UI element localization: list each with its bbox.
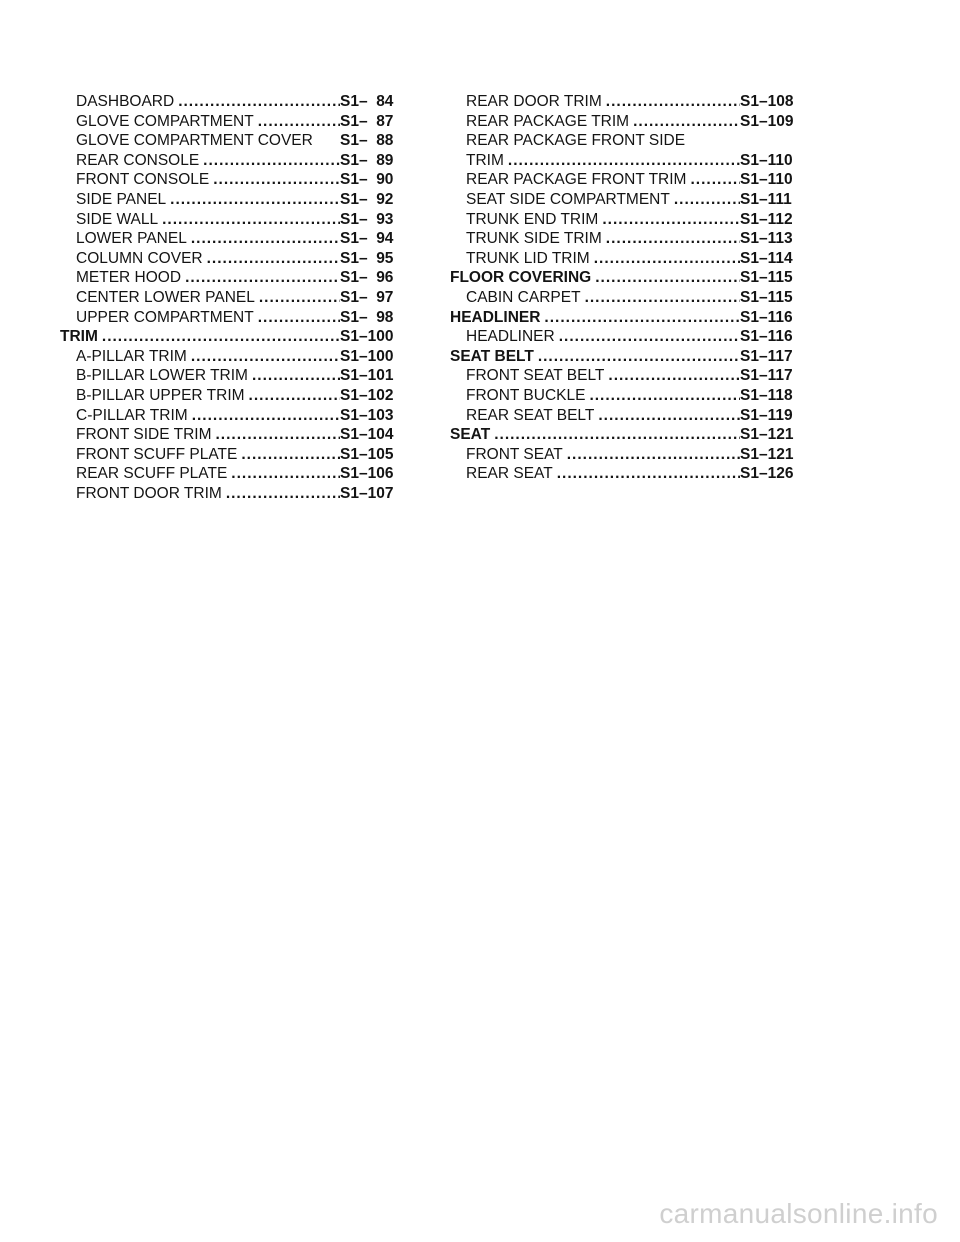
dot-leader [590,249,740,269]
toc-entry-page: S1–116 [740,308,793,326]
toc-entry-page: S1–108 [740,93,794,110]
dot-leader [602,229,740,249]
toc-entry [60,268,400,288]
dot-leader [199,151,340,171]
toc-entry-title: DASHBOARD [76,93,175,110]
toc-entry-page: S1– 89 [340,151,394,169]
toc-entry [450,445,800,465]
toc-entry [450,327,800,347]
toc-entry [450,112,800,132]
toc-entry-title: FRONT SCUFF PLATE [76,445,238,463]
toc-entry-page: S1–110 [740,171,793,189]
toc-entry [60,288,400,308]
toc-entry-title: FLOOR COVERING [450,269,592,287]
toc-entry-title: REAR SCUFF PLATE [76,465,228,483]
toc-entry [450,190,800,210]
toc-entry-page: S1–114 [740,249,793,267]
dot-leader [203,249,340,269]
toc-entry-title: GLOVE COMPARTMENT COVER [76,132,313,150]
toc-entry-title: FRONT BUCKLE [466,386,586,404]
toc-entry-title: SEAT [450,426,491,444]
dot-leader [504,151,740,171]
toc-entry [450,406,800,426]
toc-entry [60,464,400,484]
toc-entry [60,347,400,367]
toc-entry [60,445,400,465]
toc-entry-page: S1–119 [740,406,793,424]
toc-entry-page: S1–102 [340,386,394,404]
toc-entry-title: LOWER PANEL [76,230,187,248]
toc-entry-page: S1– 84 [340,93,394,110]
toc-entry-page: S1–111 [740,190,792,208]
toc-left-column [60,92,400,503]
toc-entry [60,190,400,210]
dot-leader [585,386,740,406]
dot-leader [254,308,340,328]
toc-entry [60,112,400,132]
toc-entry-title: HEADLINER [450,308,541,326]
dot-leader [490,425,740,445]
toc-entry [60,308,400,328]
toc-entry [450,464,800,484]
toc-entry [60,151,400,171]
dot-leader [629,112,740,132]
toc-entry-page: S1–126 [740,465,794,483]
toc-entry-page: S1–116 [740,328,793,346]
toc-entry-page: S1– 93 [340,210,394,228]
dot-leader [540,308,740,328]
dot-leader [174,92,340,112]
toc-entry-title: CENTER LOWER PANEL [76,288,255,306]
toc-entry-page: S1–100 [340,328,394,346]
dot-leader [248,366,340,386]
toc-section-heading [450,347,800,367]
toc-entry-title: TRUNK LID TRIM [466,249,590,267]
toc-entry-page: S1– 88 [340,132,394,150]
dot-leader [602,92,740,112]
dot-leader [563,445,740,465]
dot-leader [187,229,340,249]
toc-entry [60,386,400,406]
dot-leader [255,288,340,308]
toc-entry-title: A-PILLAR TRIM [76,347,187,365]
toc-entry-title: COLUMN COVER [76,249,203,267]
toc-entry [60,406,400,426]
toc-entry-page: S1–117 [740,347,793,365]
toc-entry-title: B-PILLAR UPPER TRIM [76,386,245,404]
toc-entry-title: C-PILLAR TRIM [76,406,188,424]
toc-entry-page: S1–113 [740,230,793,248]
toc-entry [60,170,400,190]
toc-entry-title: REAR CONSOLE [76,151,200,169]
toc-entry-page: S1– 96 [340,269,394,287]
toc-entry [450,366,800,386]
toc-entry-page: S1–107 [340,484,394,502]
toc-entry [60,210,400,230]
toc-entry-page: S1–115 [740,269,793,287]
toc-entry-page: S1–115 [740,288,793,306]
toc-entry-page: S1–101 [340,367,394,385]
dot-leader [254,112,340,132]
toc-entry-title: REAR SEAT [466,465,553,483]
toc-entry [450,151,800,171]
toc-entry-page: S1– 90 [340,171,394,189]
dot-leader [212,425,341,445]
toc-entry [450,170,800,190]
toc-entry-title: REAR PACKAGE FRONT SIDE [466,132,686,150]
dot-leader [98,327,340,347]
toc-entry-title: REAR PACKAGE FRONT TRIM [466,171,687,189]
toc-entry-title: FRONT SIDE TRIM [76,426,212,444]
toc-entry-title: REAR DOOR TRIM [466,93,602,110]
toc-entry-page: S1– 97 [340,288,394,306]
toc-entry-title: SEAT SIDE COMPARTMENT [466,190,670,208]
toc-section-heading [450,425,800,445]
dot-leader [188,406,340,426]
toc-entry-page: S1–109 [740,112,794,130]
toc-entry [450,229,800,249]
dot-leader [158,210,340,230]
toc-entry-title: FRONT SEAT BELT [466,367,605,385]
dot-leader [227,464,340,484]
toc-entry-page: S1–104 [340,426,394,444]
toc-right-column [450,92,800,484]
toc-entry-title: FRONT SEAT [466,445,563,463]
toc-entry-title: FRONT CONSOLE [76,171,210,189]
dot-leader [237,445,340,465]
toc-entry-page: S1–103 [340,406,394,424]
toc-entry-page: S1–100 [340,347,394,365]
toc-entry [450,249,800,269]
toc-entry-page: S1–121 [740,445,794,463]
dot-leader [594,406,740,426]
toc-entry-title: TRIM [466,151,504,169]
watermark: carmanualsonline.info [659,1198,938,1229]
toc-entry-title: B-PILLAR LOWER TRIM [76,367,248,385]
toc-entry-page: S1–118 [740,386,793,404]
toc-entry-page: S1– 92 [340,190,394,208]
toc-entry [60,484,400,504]
dot-leader [245,386,340,406]
dot-leader [553,464,740,484]
toc-entry-page: S1–121 [740,426,794,444]
dot-leader [581,288,740,308]
toc-entry [60,229,400,249]
dot-leader [222,484,340,504]
toc-entry-title: TRUNK END TRIM [466,210,599,228]
dot-leader [181,268,340,288]
toc-entry [60,92,400,112]
toc-entry-title: REAR PACKAGE TRIM [466,112,630,130]
toc-entry [60,366,400,386]
toc-entry-page: S1–106 [340,465,394,483]
dot-leader [209,170,340,190]
toc-entry [60,249,400,269]
toc-entry-title: HEADLINER [466,328,555,346]
toc-entry [450,386,800,406]
toc-section-heading [60,327,400,347]
toc-entry-title: GLOVE COMPARTMENT [76,112,254,130]
toc-entry [450,288,800,308]
dot-leader [670,190,740,210]
toc-entry-title: TRUNK SIDE TRIM [466,230,602,248]
toc-entry-title: SIDE PANEL [76,190,167,208]
toc-entry [450,92,800,112]
toc-entry-title: METER HOOD [76,269,182,287]
toc-section-heading [450,308,800,328]
toc-entry-title: TRIM [60,328,98,346]
toc-entry-page: S1– 87 [340,112,394,130]
toc-entry-title: SEAT BELT [450,347,534,365]
toc-entry-page: S1–105 [340,445,394,463]
toc-entry-page: S1– 98 [340,308,394,326]
dot-leader [187,347,340,367]
dot-leader [591,268,740,288]
toc-entry-page: S1–112 [740,210,793,228]
toc-entry-page: S1– 94 [340,230,394,248]
toc-entry-title: UPPER COMPARTMENT [76,308,254,326]
dot-leader [604,366,740,386]
toc-entry-page: S1– 95 [340,249,394,267]
toc-entry [60,131,400,151]
toc-entry-page: S1–110 [740,151,793,169]
dot-leader [555,327,740,347]
dot-leader [686,170,740,190]
toc-entry [450,210,800,230]
toc-entry-title: CABIN CARPET [466,288,581,306]
dot-leader [598,210,740,230]
toc-entry-page: S1–117 [740,367,793,385]
toc-section-heading [450,268,800,288]
toc-entry-title: FRONT DOOR TRIM [76,484,222,502]
toc-entry-title: SIDE WALL [76,210,159,228]
toc-entry [60,425,400,445]
dot-leader [534,347,740,367]
dot-leader [166,190,340,210]
toc-entry-title: REAR SEAT BELT [466,406,595,424]
toc-entry [450,131,800,151]
